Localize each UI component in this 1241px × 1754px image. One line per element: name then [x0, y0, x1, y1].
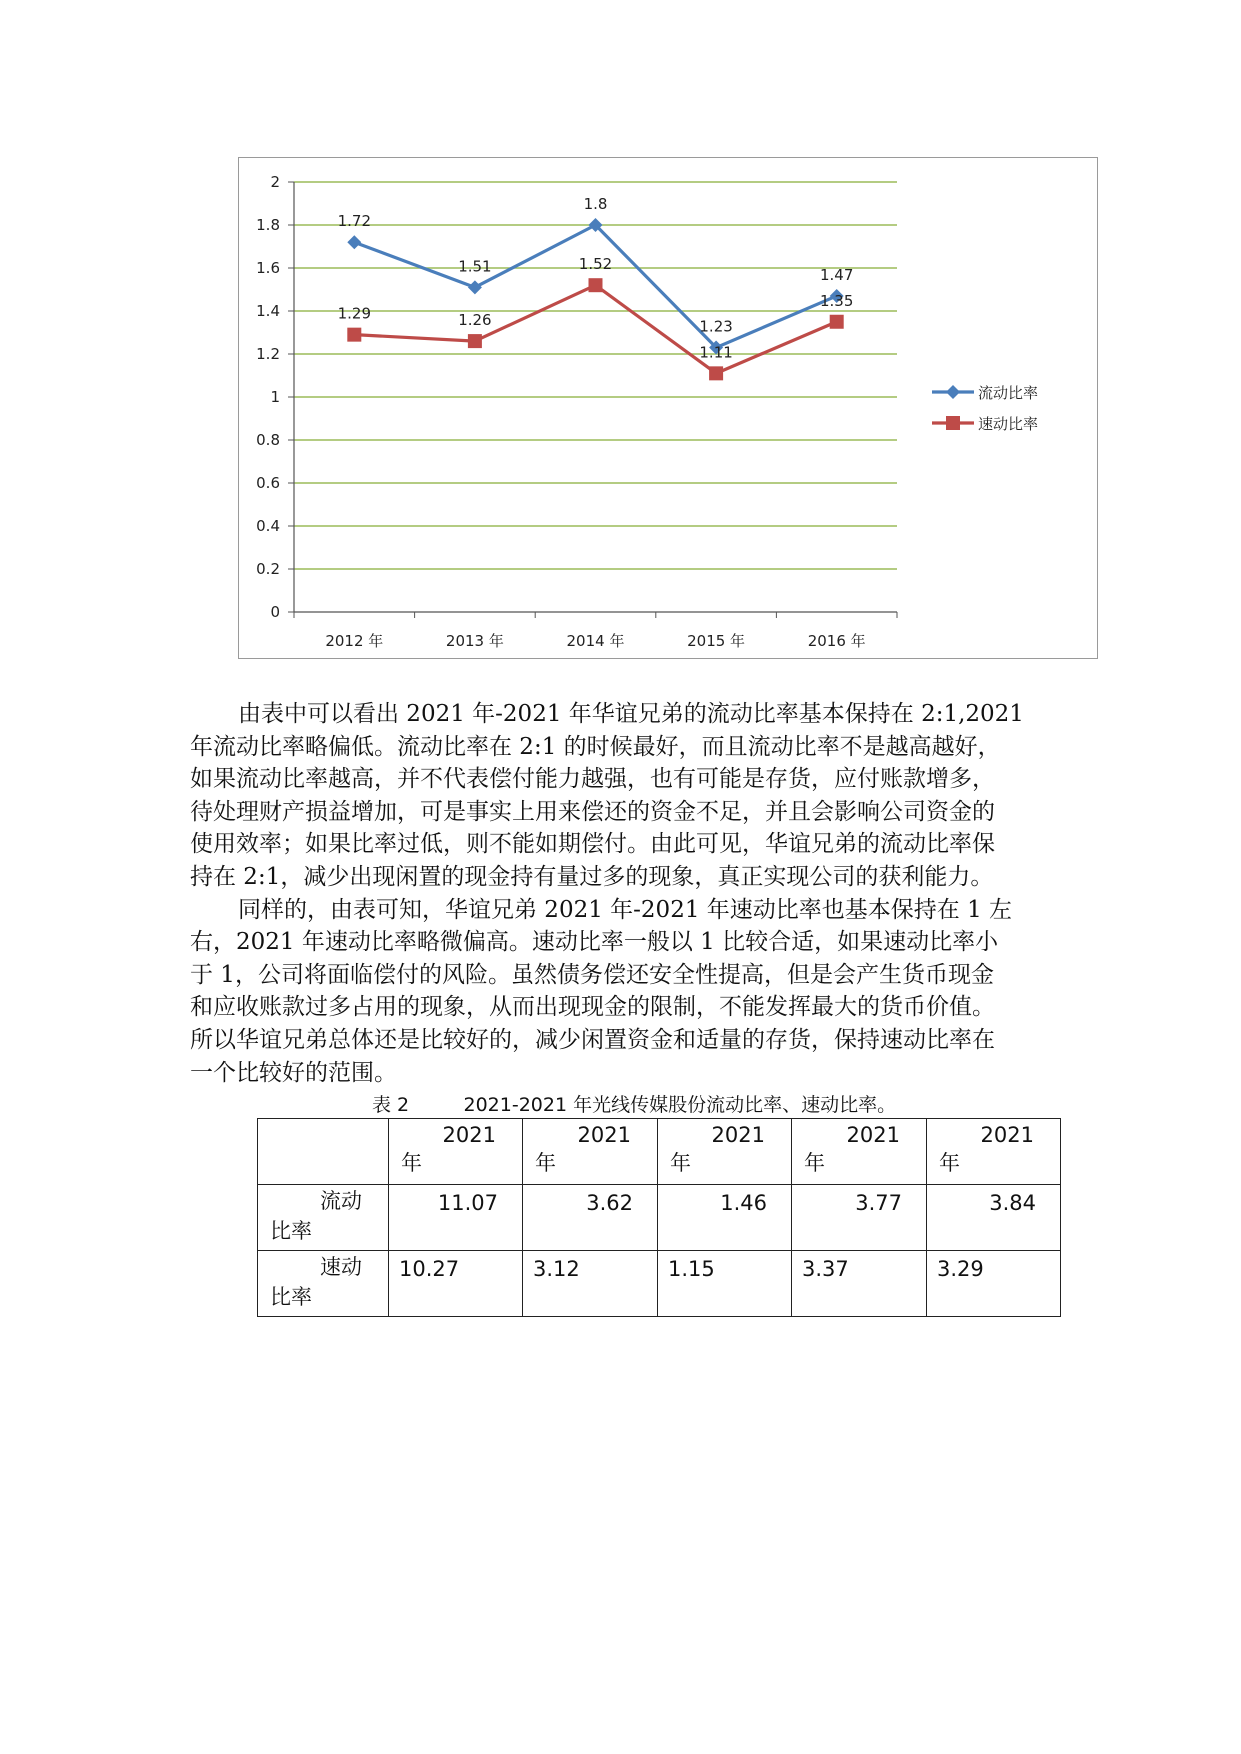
table-header-cell [658, 1119, 792, 1185]
table-cell: 3.84 [927, 1185, 1061, 1251]
p2-line-3: 于 1，公司将面临偿付的风险。虽然债务偿还安全性提高，但是会产生货币现金 [190, 961, 994, 988]
table-cell: 1.46 [658, 1185, 792, 1251]
table-cell: 1.15 [658, 1251, 792, 1317]
table-cell: 3.29 [927, 1251, 1061, 1317]
legend-label: 速动比率 [978, 415, 1039, 433]
row-label-line: 速动 [320, 1255, 362, 1279]
p2-line-5: 所以华谊兄弟总体还是比较好的，减少闲置资金和适量的存货，保持速动比率在 [190, 1026, 995, 1053]
table-cell: 3.12 [523, 1251, 658, 1317]
data-point [589, 278, 603, 292]
y-tick-label: 1.8 [256, 216, 280, 234]
data-label: 1.35 [819, 291, 854, 310]
data-label: 1.52 [578, 255, 613, 274]
table-cell: 10.27 [389, 1251, 523, 1317]
y-tick-label: 1.4 [256, 302, 280, 320]
table-header-cell [389, 1119, 523, 1185]
data-label: 1.47 [819, 265, 854, 284]
x-tick-label: 2014 年 [566, 632, 625, 650]
row-label-line: 比率 [270, 1219, 312, 1243]
table-row [258, 1185, 1061, 1251]
header-year: 2021 [442, 1123, 496, 1147]
header-unit: 年 [670, 1151, 691, 1175]
body-text [190, 698, 1060, 1089]
y-tick-label: 0.8 [256, 431, 280, 449]
y-tick-label: 0.2 [256, 560, 280, 578]
table-cell: 11.07 [389, 1185, 523, 1251]
data-label: 1.23 [699, 317, 733, 336]
header-year: 2021 [846, 1123, 900, 1147]
table-header-cell [927, 1119, 1061, 1185]
y-tick-label: 0.4 [256, 517, 280, 535]
data-label: 1.72 [337, 212, 372, 231]
p1-line-3: 如果流动比率越高，并不代表偿付能力越强，也有可能是存货，应付账款增多， [190, 766, 995, 793]
row-label-line: 比率 [270, 1285, 312, 1309]
row-label [258, 1185, 389, 1251]
table-row [258, 1251, 1061, 1317]
line-chart [238, 157, 1098, 659]
header-year: 2021 [577, 1123, 631, 1147]
data-point [347, 235, 361, 249]
p2-line-4: 和应收账款过多占用的现象，从而出现现金的限制，不能发挥最大的货币价值。 [190, 994, 995, 1021]
p1-line-2: 年流动比率略偏低。流动比率在 2:1 的时候最好，而且流动比率不是越高越好， [190, 733, 1001, 760]
legend-marker [946, 385, 960, 399]
header-unit: 年 [939, 1151, 960, 1175]
data-label: 1.26 [458, 311, 492, 330]
x-tick-label: 2013 年 [445, 632, 504, 650]
data-label: 1.8 [583, 195, 608, 213]
y-tick-label: 1 [270, 388, 280, 406]
y-tick-label: 2 [270, 173, 280, 191]
table-header-row [258, 1119, 1061, 1185]
p2-line-1: 同样的，由表可知，华谊兄弟 2021 年-2021 年速动比率也基本保持在 1 左 [238, 896, 1013, 923]
x-tick-label: 2016 年 [807, 632, 866, 650]
x-tick-label: 2015 年 [687, 632, 746, 650]
paragraph-2 [190, 894, 1060, 1090]
p1-line-6: 持在 2:1，减少出现闲置的现金持有量过多的现象，真正实现公司的获利能力。 [190, 863, 994, 890]
series-line-2 [354, 285, 836, 373]
data-point [709, 366, 723, 380]
paragraph-1 [190, 698, 1060, 894]
data-point [468, 280, 482, 294]
ratio-table [257, 1118, 1061, 1317]
table-cell: 3.37 [792, 1251, 927, 1317]
data-label: 1.51 [458, 257, 492, 276]
legend-label: 流动比率 [978, 384, 1039, 402]
p2-line-2: 右，2021 年速动比率略微偏高。速动比率一般以 1 比较合适，如果速动比率小 [190, 929, 999, 956]
chart-canvas [239, 158, 1099, 660]
p1-line-4: 待处理财产损益增加，可是事实上用来偿还的资金不足，并且会影响公司资金的 [190, 798, 995, 825]
data-point [830, 315, 844, 329]
data-label: 1.29 [337, 304, 372, 323]
header-unit: 年 [804, 1151, 825, 1175]
y-tick-label: 0 [270, 603, 280, 621]
table-cell: 3.77 [792, 1185, 927, 1251]
y-tick-label: 1.2 [256, 345, 280, 363]
table-cell: 3.62 [523, 1185, 658, 1251]
row-label [258, 1251, 389, 1317]
header-year: 2021 [980, 1123, 1034, 1147]
table-header-cell [792, 1119, 927, 1185]
p2-line-6: 一个比较好的范围。 [190, 1059, 397, 1086]
table-header-cell [523, 1119, 658, 1185]
p1-line-1: 由表中可以看出 2021 年-2021 年华谊兄弟的流动比率基本保持在 2:1,2021 [238, 701, 1024, 727]
p1-line-5: 使用效率；如果比率过低，则不能如期偿付。由此可见，华谊兄弟的流动比率保 [190, 831, 995, 858]
header-unit: 年 [535, 1151, 556, 1175]
x-tick-label: 2012 年 [325, 632, 384, 650]
data-point [468, 334, 482, 348]
header-unit: 年 [401, 1151, 422, 1175]
table-caption: 表 2 2021-2021 年光线传媒股份流动比率、速动比率。 [372, 1094, 897, 1116]
row-label-line: 流动 [320, 1189, 362, 1213]
y-tick-label: 0.6 [256, 474, 280, 492]
y-tick-label: 1.6 [256, 259, 280, 277]
legend-marker [946, 416, 960, 430]
data-label: 1.11 [699, 343, 733, 362]
data-point [347, 328, 361, 342]
table-corner-cell [258, 1119, 389, 1185]
header-year: 2021 [711, 1123, 765, 1147]
